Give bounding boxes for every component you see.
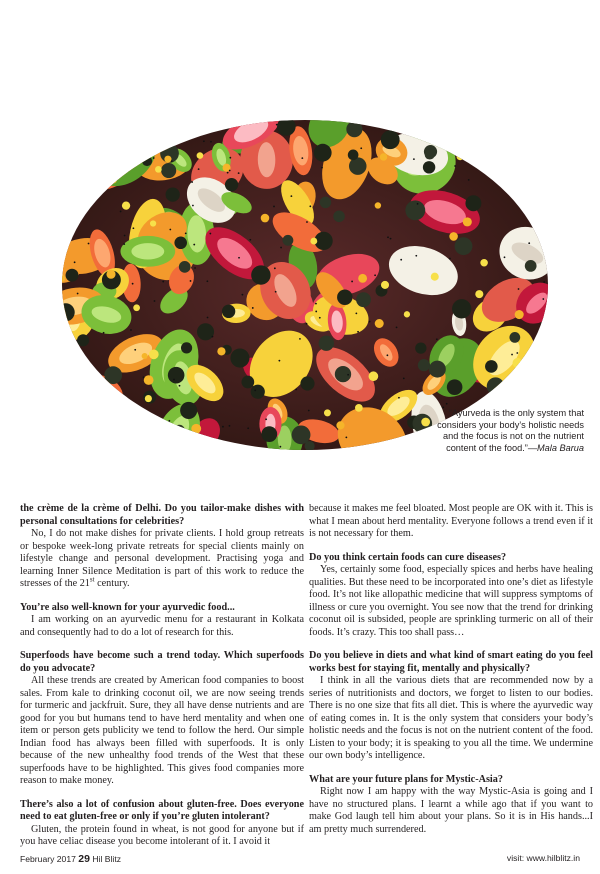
fruit-piece xyxy=(418,359,430,371)
fruit-piece xyxy=(190,280,192,282)
fruit-piece xyxy=(400,259,402,261)
article-column-left xyxy=(20,503,304,849)
fruit-piece xyxy=(445,135,460,150)
fruit-piece xyxy=(512,141,528,157)
fruit-piece xyxy=(398,397,400,399)
fruit-piece xyxy=(209,233,211,235)
fruit-piece xyxy=(203,140,205,142)
fruit-piece xyxy=(251,265,270,284)
fruit-piece xyxy=(119,409,131,421)
fruit-piece xyxy=(348,150,359,161)
fruit-piece xyxy=(229,170,231,172)
fruit-piece xyxy=(336,421,344,429)
fruit-piece xyxy=(85,381,116,403)
issue-date: February 2017 xyxy=(20,854,76,864)
interview-answer: All these trends are created by American food companies to boost sales. From kale to drinking coconut oil, we are now seeing trends for turmeric and jackfruit. Sure, they all have dense nutrients and are good for you but humans tend to have herd mentality and when one item or person gets publicity we tend to follow the herd. Our simple Indian food has always been filled with superfoods. It is only because of the new unhealthy food trends of the West that these superfoods have to be highlighted. This gives food companies more reason to make money. xyxy=(20,675,304,786)
fruit-piece xyxy=(375,202,381,208)
fruit-piece xyxy=(403,378,405,380)
fruit-piece xyxy=(465,195,481,211)
fruit-piece xyxy=(60,311,62,313)
fruit-piece xyxy=(222,446,224,448)
fruit-piece xyxy=(261,214,270,223)
fruit-piece xyxy=(374,274,376,276)
fruit-piece xyxy=(96,134,122,165)
interview-answer: Gluten, the protein found in wheat, is not good for anyone but if you have celiac disease you become intolerant of it. I avoid it xyxy=(20,823,304,847)
fruit-piece xyxy=(523,188,542,207)
fruit-piece xyxy=(143,376,145,378)
fruit-piece xyxy=(309,205,311,207)
fruit-piece xyxy=(112,439,114,441)
fruit-piece xyxy=(132,227,134,229)
fruit-piece xyxy=(111,177,117,183)
fruit-piece xyxy=(415,255,417,257)
fruit-piece xyxy=(528,242,530,244)
fruit-piece xyxy=(345,436,347,438)
fruit-piece xyxy=(74,387,76,389)
fruit-piece xyxy=(429,361,446,378)
fruit-piece xyxy=(515,310,524,319)
fruit-piece xyxy=(279,446,281,448)
fruit-piece xyxy=(265,418,267,420)
fruit-piece xyxy=(386,354,388,356)
fruit-piece xyxy=(108,138,110,140)
fruit-piece xyxy=(180,402,197,419)
fruit-piece xyxy=(446,403,448,405)
fruit-piece xyxy=(319,317,321,319)
fruit-piece xyxy=(154,144,156,146)
fruit-piece xyxy=(164,156,171,163)
fruit-piece xyxy=(227,172,229,174)
fruit-piece xyxy=(295,389,297,391)
fruit-piece xyxy=(63,328,65,330)
fruit-piece xyxy=(193,244,195,246)
fruit-piece xyxy=(106,270,115,279)
fruit-piece xyxy=(415,342,426,353)
fruit-piece xyxy=(314,144,332,162)
fruit-piece xyxy=(88,243,90,245)
fruit-piece xyxy=(457,153,464,160)
fruit-piece xyxy=(319,335,334,350)
fruit-piece xyxy=(390,238,392,240)
fruit-piece xyxy=(112,162,114,164)
fruit-piece xyxy=(171,160,173,162)
fruit-piece xyxy=(452,299,471,318)
interview-answer: I think in all the various diets that are recommended now by a series of nutritionists and doctors, we forget to listen to our bodies. There is no one size that fits all diet. This is where the ayurvedic way of eating comes in. It is the only system that considers your body’s holistic needs and the focus is not on the nutrient content of the food. Listen to your body; it is speaking to you all the time. We undermine our own body’s intelligence. xyxy=(309,675,593,761)
fruit-piece xyxy=(206,280,208,282)
fruit-piece xyxy=(166,441,174,449)
fruit-piece xyxy=(387,236,389,238)
fruit-piece xyxy=(152,114,169,131)
fruit-piece xyxy=(71,169,73,171)
fruit-piece xyxy=(381,130,400,149)
fruit-piece xyxy=(355,312,357,314)
fruit-piece xyxy=(152,129,158,135)
fruit-piece xyxy=(449,232,458,241)
fruit-piece xyxy=(66,120,85,139)
fruit-piece xyxy=(431,273,439,281)
fruit-piece xyxy=(53,177,71,197)
fruit-piece xyxy=(169,229,171,231)
fruit-piece xyxy=(455,237,473,255)
fruit-piece xyxy=(222,305,235,318)
fruit-piece xyxy=(542,298,544,300)
fruit-piece xyxy=(516,352,518,354)
fruit-piece xyxy=(447,379,463,395)
fruit-piece xyxy=(130,329,132,331)
fruit-piece xyxy=(347,374,349,376)
fruit-piece xyxy=(478,120,480,122)
fruit-piece xyxy=(485,360,498,373)
fruit-piece xyxy=(300,376,314,390)
fruit-piece xyxy=(274,267,276,269)
fruit-piece xyxy=(75,366,90,381)
fruit-piece xyxy=(24,128,101,175)
fruit-piece xyxy=(509,332,520,343)
fruit-piece xyxy=(351,281,353,283)
fruit-piece xyxy=(498,94,552,147)
fruit-piece xyxy=(55,167,73,185)
fruit-piece xyxy=(145,395,152,402)
article-column-right xyxy=(309,503,593,836)
fruit-piece xyxy=(198,168,200,170)
fruit-piece xyxy=(275,291,277,293)
fruit-piece xyxy=(301,157,303,159)
interview-question: the crème de la crème of Delhi. Do you tailor-make dishes with personal consultations for celebrities? xyxy=(20,503,304,527)
fruit-piece xyxy=(120,152,127,159)
fruit-piece xyxy=(380,153,387,160)
fruit-piece xyxy=(191,181,193,183)
fruit-piece xyxy=(229,157,231,159)
fruit-piece xyxy=(122,201,130,209)
fruit-piece xyxy=(475,290,483,298)
fruit-piece xyxy=(356,292,371,307)
fruit-piece xyxy=(159,442,161,444)
interview-question: What are your future plans for Mystic-Asia? xyxy=(309,773,503,785)
fruit-piece xyxy=(212,336,214,338)
fruit-piece xyxy=(404,311,410,317)
fruit-piece xyxy=(396,326,398,328)
fruit-piece xyxy=(324,409,331,416)
interview-question: You’re also well-known for your ayurvedic food... xyxy=(20,601,235,613)
fruit-piece xyxy=(299,338,301,340)
fruit-piece xyxy=(132,283,134,285)
fruit-piece xyxy=(142,353,148,359)
fruit-piece xyxy=(68,447,70,449)
fruit-piece xyxy=(276,124,278,126)
fruit-piece xyxy=(505,180,512,187)
fruit-piece xyxy=(225,178,238,191)
fruit-piece xyxy=(346,121,362,137)
fruit-piece xyxy=(150,220,156,226)
fruit-piece xyxy=(543,385,545,387)
fruit-piece xyxy=(66,269,79,282)
fruit-piece xyxy=(194,267,196,269)
fruit-piece xyxy=(153,157,155,159)
fruit-piece xyxy=(64,428,77,445)
fruit-piece xyxy=(355,404,363,412)
fruit-piece xyxy=(476,100,539,153)
fruit-piece xyxy=(333,211,345,223)
fruit-piece xyxy=(104,366,122,384)
fruit-piece xyxy=(306,221,308,223)
fruit-piece xyxy=(525,260,537,272)
fruit-piece xyxy=(89,129,91,131)
fruit-piece xyxy=(64,371,72,379)
fruit-piece xyxy=(282,235,293,246)
fruit-piece xyxy=(251,385,265,399)
fruit-piece xyxy=(315,311,317,313)
interview-answer: Right now I am happy with the way Mystic-Asia is going and I have no structured plans. I learnt a while ago that if you want to make God laugh tell him about your plans. So it is in His hands...I am pretty much surrendered. xyxy=(309,786,593,835)
fruit-piece xyxy=(417,203,419,205)
fruit-piece xyxy=(86,404,111,448)
fruit-piece xyxy=(120,211,122,213)
fruit-piece xyxy=(436,338,438,340)
fruit-piece xyxy=(149,349,159,359)
fruit-piece xyxy=(463,217,472,226)
fruit-piece xyxy=(308,410,310,412)
fruit-piece xyxy=(277,117,296,136)
fruit-piece xyxy=(181,342,192,353)
fruit-piece xyxy=(74,261,76,263)
fruit-piece xyxy=(197,323,214,340)
fruit-piece xyxy=(454,165,456,167)
fruit-piece xyxy=(168,367,185,384)
fruit-piece xyxy=(290,195,292,197)
fruit-piece xyxy=(162,281,164,283)
fruit-piece xyxy=(305,441,315,451)
fruit-piece xyxy=(57,303,75,321)
fruit-piece xyxy=(261,426,277,442)
fruit-piece xyxy=(238,172,240,174)
fruit-piece xyxy=(252,307,254,309)
fruit-piece xyxy=(133,304,140,311)
fruit-piece xyxy=(83,144,102,163)
fruit-piece xyxy=(138,124,147,140)
interview-question: Do you believe in diets and what kind of smart eating do you feel works best for staying fit, mentally and physically? xyxy=(309,650,593,674)
fruit-piece xyxy=(543,281,545,283)
fruit-piece xyxy=(69,444,71,446)
fruit-piece xyxy=(280,247,282,249)
fruit-piece xyxy=(123,243,125,245)
fruit-piece xyxy=(144,375,154,385)
fruit-piece xyxy=(369,371,379,381)
interview-answer: No, I do not make dishes for private clients. I hold group retreats or bespoke week-long private retreats for special clients mainly on lifestyle change and personal development. Practising yoga and learning Inner Silence Meditation is part of this work to reduce the stresses of the 21st century. xyxy=(20,528,304,589)
fruit-piece xyxy=(103,332,105,334)
fruit-piece xyxy=(249,239,251,241)
fruit-piece xyxy=(513,358,523,368)
page-number: 29 xyxy=(78,853,90,865)
fruit-piece xyxy=(168,420,170,422)
fruit-piece xyxy=(90,129,92,131)
fruit-piece xyxy=(154,300,156,302)
fruit-piece xyxy=(124,235,126,237)
fruit-piece xyxy=(30,161,107,199)
interview-question: Superfoods have become such a trend today. Which superfoods do you advocate? xyxy=(20,650,304,674)
fruit-piece xyxy=(131,243,164,259)
fruit-piece xyxy=(454,149,456,151)
fruit-piece xyxy=(523,372,544,396)
fruit-piece xyxy=(242,294,244,296)
fruit-piece xyxy=(507,122,525,140)
fruit-piece xyxy=(210,141,212,143)
fruit-piece xyxy=(518,288,520,290)
superscript: st xyxy=(89,575,95,584)
fruit-piece xyxy=(490,158,492,160)
fruit-piece xyxy=(131,119,155,146)
fruit-piece xyxy=(179,385,181,387)
fruit-piece xyxy=(405,200,425,220)
fruit-piece xyxy=(230,348,249,367)
fruit-piece xyxy=(197,152,204,159)
fruit-piece xyxy=(60,257,62,259)
caption-quote: “Ayurveda is the only system that considers your body’s holistic needs and the focus is not on the nutrient content of the food.”— xyxy=(437,408,584,453)
fruit-piece xyxy=(360,147,362,149)
fruit-piece xyxy=(241,376,254,389)
page-footer-right[interactable] xyxy=(507,853,580,863)
fruit-piece xyxy=(161,163,176,178)
interview-answer: Yes, certainly some food, especially spices and herbs have healing qualities. But these need to be incorporated into one’s diet as lifestyle food. It’s not like allopathic medicine that will suppress symptoms of illness or cure you overnight. You see now that the trend for drinking coconut oil is subsided, people are sprinkling turmeric on all of their foods. It’s crazy. This too shall pass… xyxy=(309,564,593,638)
fruit-piece xyxy=(229,425,231,427)
fruit-piece xyxy=(375,319,384,328)
fruit-piece xyxy=(423,161,435,173)
magazine-name: Hil Blitz xyxy=(92,854,122,864)
fruit-piece xyxy=(357,331,359,333)
fruit-piece xyxy=(45,169,79,205)
fruit-piece xyxy=(96,135,106,145)
fruit-piece xyxy=(155,166,162,173)
fruit-piece xyxy=(68,395,70,397)
interview-question: There’s also a lot of confusion about gluten-free. Does everyone need to eat gluten-free or only if you’re gluten intolerant? xyxy=(20,798,304,822)
fruit-piece xyxy=(480,259,488,267)
fruit-piece xyxy=(449,258,451,260)
fruit-piece xyxy=(58,275,65,282)
fruit-piece xyxy=(511,177,513,179)
interview-question: Do you think certain foods can cure diseases? xyxy=(309,551,507,563)
caption-author: Mala Barua xyxy=(537,442,584,453)
fruit-piece xyxy=(315,303,317,305)
fruit-piece xyxy=(310,238,317,245)
interview-answer: I am working on an ayurvedic menu for a restaurant in Kolkata and consequently had to do a lot of research for this. xyxy=(20,614,304,638)
fruit-piece xyxy=(247,427,249,429)
fruit-piece xyxy=(278,360,280,362)
fruit-piece xyxy=(369,321,371,323)
fruit-piece xyxy=(321,167,323,169)
fruit-piece xyxy=(117,100,168,141)
fruit-piece xyxy=(173,379,175,381)
fruit-piece xyxy=(148,419,166,437)
fruit-piece xyxy=(349,157,367,175)
fruit-piece xyxy=(512,109,539,132)
fruit-piece xyxy=(76,389,123,463)
fruit-piece xyxy=(468,179,470,181)
fruit-piece xyxy=(306,323,308,325)
fruit-piece xyxy=(358,274,367,283)
fruit-piece xyxy=(337,290,352,305)
photo-caption xyxy=(434,408,584,454)
fruit-piece xyxy=(273,206,275,208)
fruit-piece xyxy=(192,205,194,207)
fruit-piece xyxy=(207,317,209,319)
fruit-piece xyxy=(77,293,79,295)
fruit-piece xyxy=(513,362,553,405)
fruit-piece xyxy=(185,233,187,235)
fruit-piece xyxy=(191,424,201,434)
website-link[interactable]: visit: www.hilblitz.in xyxy=(506,853,580,863)
fruit-piece xyxy=(60,422,82,451)
fruit-piece xyxy=(254,389,256,391)
fruit-piece xyxy=(381,281,389,289)
fruit-piece xyxy=(217,347,225,355)
fruit-piece xyxy=(504,256,506,258)
fruit-piece xyxy=(222,426,224,428)
fruit-piece xyxy=(174,236,187,249)
interview-answer: because it makes me feel bloated. Most people are OK with it. This is what I mean about herd mentality. Everyone follows a trend even if it is not necessary for them. xyxy=(309,503,593,539)
page-footer-left xyxy=(20,853,121,865)
fruit-piece xyxy=(60,196,79,215)
fruit-piece xyxy=(413,158,415,160)
fruit-piece xyxy=(487,377,505,395)
fruit-piece xyxy=(425,149,435,159)
fruit-piece xyxy=(421,418,430,427)
fruit-piece xyxy=(179,261,191,273)
fruit-piece xyxy=(68,412,101,447)
fruit-piece xyxy=(139,157,141,159)
fruit-piece xyxy=(320,197,331,208)
fruit-piece xyxy=(166,187,180,201)
fruit-piece xyxy=(457,138,459,140)
fruit-piece xyxy=(511,354,513,356)
fruit-piece xyxy=(77,334,89,346)
fruit-piece xyxy=(124,123,136,135)
fruit-piece xyxy=(416,128,425,137)
fruit-piece xyxy=(142,156,152,166)
fruit-piece xyxy=(134,349,136,351)
fruit-piece xyxy=(174,425,186,437)
fruit-piece xyxy=(238,257,240,259)
